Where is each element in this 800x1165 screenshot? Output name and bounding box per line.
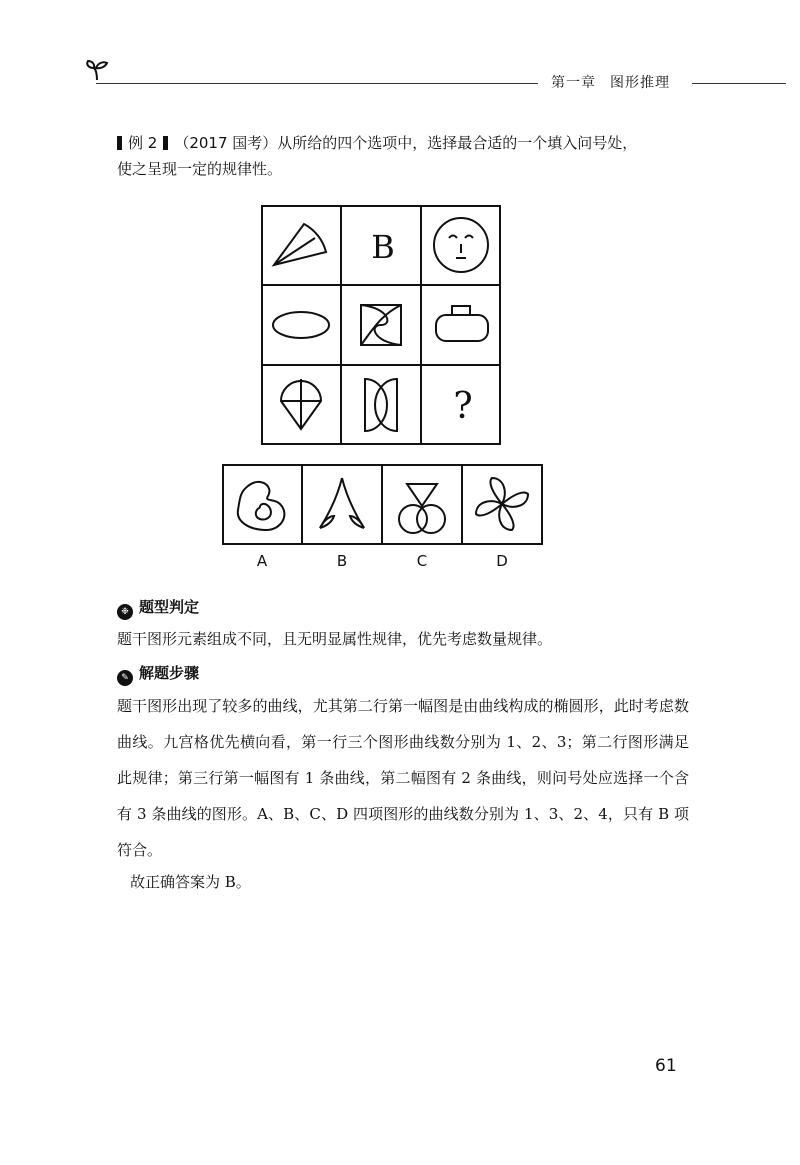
- question-text: [117, 132, 689, 180]
- header-rule-right: [692, 83, 786, 84]
- example-label: 例 2: [128, 134, 158, 152]
- cross-circle-figure: [281, 379, 321, 429]
- sector-figure: [274, 224, 326, 265]
- question-line-1: 从所给的四个选项中，选择最合适的一个填入问号处，: [277, 134, 638, 152]
- square-curve-figure: [361, 305, 401, 345]
- ellipse-figure: [273, 312, 329, 338]
- chapter-title: 图形推理: [610, 75, 670, 91]
- cell-letter-b: B: [371, 228, 395, 266]
- options-row: [222, 464, 543, 545]
- page-number: 61: [655, 1056, 677, 1076]
- conclusion-text: 故正确答案为 B。: [130, 873, 251, 891]
- header-rule-left: [96, 83, 538, 84]
- option-a-figure: [238, 482, 285, 530]
- option-label-b: B: [336, 552, 348, 570]
- chapter-number: 第一章: [551, 75, 596, 91]
- marker-bar: [163, 136, 168, 150]
- magnifier-badge-icon: ❉: [117, 604, 133, 620]
- option-label-c: C: [416, 552, 428, 570]
- puzzle-grid: [261, 205, 501, 445]
- smiley-face-figure: [434, 218, 488, 272]
- question-mark-cell: ?: [453, 386, 473, 427]
- section-type-text: 题干图形元素组成不同，且无明显属性规律，优先考虑数量规律。: [117, 630, 553, 648]
- option-label-d: D: [496, 552, 508, 570]
- section-steps-heading: [117, 662, 199, 686]
- sprout-icon: [84, 56, 110, 82]
- options-lines: [222, 464, 543, 545]
- option-d-figure: [476, 478, 528, 530]
- option-label-a: A: [256, 552, 268, 570]
- option-c-figure: [399, 484, 445, 533]
- question-line-2: 使之呈现一定的规律性。: [117, 160, 283, 178]
- section-type-heading: [117, 596, 199, 620]
- bag-figure: [436, 306, 488, 341]
- section-type-title: 题型判定: [139, 598, 200, 616]
- arc-pair-figure: [365, 379, 397, 431]
- question-source: （2017 国考）: [174, 134, 278, 152]
- marker-bar: [117, 136, 122, 150]
- pen-badge-icon: ✎: [117, 670, 133, 686]
- chapter-heading: [551, 72, 670, 92]
- option-b-figure: [320, 478, 364, 528]
- section-steps-title: 解题步骤: [139, 664, 200, 682]
- section-steps-text: 题干图形出现了较多的曲线，尤其第二行第一幅图是由曲线构成的椭圆形，此时考虑数曲线。九宫格优先横向看，第一行三个图形曲线数分别为 1、2、3；第二行图形满足此规律；第三行第一幅图有 1 条曲线，第二幅图有 2 条曲线，则问号处应选择一个含有 3 条曲线的图形。A、B、C、D 四项图形的曲线数分别为 1、3、2、4，只有 B 项符合。: [117, 697, 689, 859]
